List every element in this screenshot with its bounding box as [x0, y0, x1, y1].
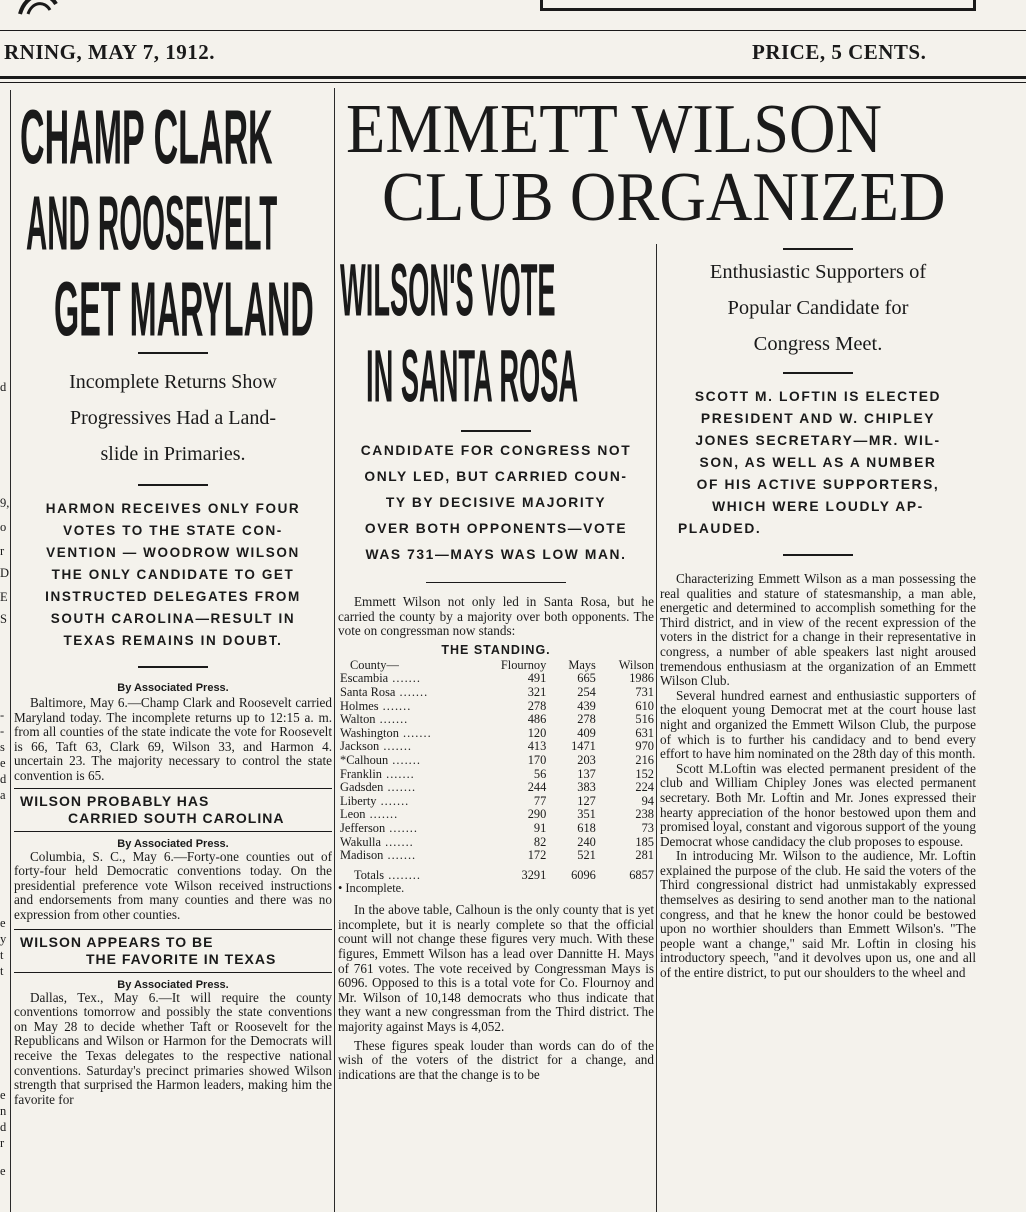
county-cell: Franklin .......: [340, 766, 415, 781]
table-row: [338, 849, 654, 863]
county-cell: Gadsden .......: [340, 780, 417, 795]
county-name: Walton: [340, 712, 376, 727]
paragraph: These figures speak louder than words can do of the wish of the voters of the district for a change, and indications are that the change is to be: [338, 1037, 654, 1082]
subhead-line: Incomplete Returns Show: [69, 371, 277, 393]
paragraph: Emmett Wilson not only led in Santa Rosa, but he carried the county by a majority over both opponents. The vote on congressman now stands:: [338, 594, 654, 639]
flournoy-cell: 244: [527, 780, 547, 795]
column-header: County—: [350, 657, 399, 672]
county-cell: Escambia .......: [340, 671, 421, 686]
fragment: r: [0, 1136, 5, 1150]
fragment: -: [0, 708, 5, 722]
table-row: [338, 713, 654, 727]
table-row: [338, 836, 654, 850]
left-edge-fragments: [0, 88, 10, 1212]
county-name: Leon: [340, 807, 366, 822]
wilson-cell: 731: [635, 684, 654, 699]
county-name: Washington: [340, 725, 399, 740]
deck-line: ONLY LED, BUT CARRIED COUN-: [364, 469, 628, 484]
footnote: • Incomplete.: [338, 881, 405, 896]
paragraph: Several hundred earnest and enthusiastic supporters of the eloquent young Democrat met at the court house last night and organized the Emmett Wilson Club, the purpose of which is to further his candidacy and to bend every effort to have him nominated on the 28th day of this month.: [660, 687, 976, 762]
table-row: [338, 822, 654, 836]
divider: [138, 666, 208, 668]
table-row: [338, 727, 654, 741]
mays-cell: 278: [577, 712, 596, 727]
county-cell: Wakulla .......: [340, 834, 414, 849]
totals-cell: 6096: [571, 867, 596, 882]
byline: By Associated Press.: [117, 978, 229, 991]
wilson-cell: 970: [635, 739, 654, 754]
flournoy-cell: 77: [533, 793, 547, 808]
county-name: Franklin: [340, 766, 382, 781]
masthead-box: [540, 0, 976, 11]
headline-line: EMMETT WILSON: [346, 91, 883, 168]
divider: [426, 582, 566, 583]
wilson-cell: 224: [635, 780, 654, 795]
mays-cell: 618: [577, 820, 596, 835]
table-row: [338, 686, 654, 700]
headline-line: CHAMP CLARK: [20, 95, 273, 181]
paragraph: In the above table, Calhoun is the only county that is yet incomplete, but it is nearly complete so that the official count will not change these figures very much. With these figures, Emmett Wilson has a lead over Dannitte H. Mays of 761 votes. The vote received by Congressman Mays is 6096. Opposed to this is a total vote for Co. Flournoy and Mr. Wilson of 10,148 democrats who thus indicate that they want a new congressman from the Third district. The majority against Mays is 4,052.: [338, 902, 654, 1035]
mays-cell: 203: [577, 752, 596, 767]
county-name: Liberty: [340, 793, 377, 808]
column-header: Flournoy: [500, 657, 547, 672]
head-line: CARRIED SOUTH CAROLINA: [68, 809, 285, 826]
deck-line: INSTRUCTED DELEGATES FROM: [45, 589, 301, 604]
paragraph: In introducing Mr. Wilson to the audience, Mr. Loftin explained the purpose of the club. He said the voters of the Third congressional district had unmistakably expressed themselves as desiring to send another man to the national congress, and that he knew the honor could be bestowed upon no worthier shoulders than Emmett Wilson's. "The people want a change," said Mr. Loftin in closing his introductory speech, "and it devolves upon us, one and all of the entire district, to put our shoulders to the wheel and: [660, 848, 976, 981]
fragment: r: [0, 544, 5, 558]
flournoy-cell: 491: [527, 671, 547, 686]
fragment: e: [0, 1088, 6, 1102]
santa-rosa-body: [338, 903, 654, 1082]
paragraph: Scott M.Loftin was elected permanent president of the club and William Chipley Jones was elected permanent secretary. Both Mr. Loftin and Mr. Jones expressed their hearty appreciation of the honor bestowed upon them and promised loyal, constant and vigorous support of the young Democrat whose candidacy the club proposes to espouse.: [660, 760, 976, 849]
column-rule: [10, 90, 11, 1212]
table-row: [338, 795, 654, 809]
fragment: y: [0, 932, 7, 946]
issue-date: RNING, MAY 7, 1912.: [4, 40, 215, 64]
fragment: d: [0, 772, 7, 786]
fragment: e: [0, 756, 6, 770]
enthusiastic-subhead: [660, 254, 976, 362]
county-cell: Jefferson .......: [340, 820, 418, 835]
byline: By Associated Press.: [117, 837, 229, 850]
section-rule: [14, 788, 332, 789]
paragraph: Characterizing Emmett Wilson as a man possessing the real qualities and stature of statesmanship, a man able, energetic and determined to accomplish something for the Third district, and in view of the recent expression of the voters in the district for a change in their representative in congress, a number of able speakers last night aroused tremendous enthusiasm at the organization of an Emmett Wilson Club.: [660, 571, 976, 689]
flournoy-cell: 413: [527, 739, 547, 754]
table-row: [338, 700, 654, 714]
dateline: [0, 38, 1026, 68]
wilson-cell: 238: [635, 807, 654, 822]
table-row: [338, 768, 654, 782]
subhead-line: Congress Meet.: [753, 333, 883, 355]
fragment: D: [0, 566, 10, 580]
flournoy-cell: 486: [527, 712, 547, 727]
totals-label-text: Totals: [354, 867, 385, 882]
headline-line: AND ROOSEVELT: [26, 181, 278, 267]
county-cell: Liberty .......: [340, 793, 410, 808]
fragment: e: [0, 916, 6, 930]
flournoy-cell: 278: [527, 698, 547, 713]
mays-cell: 240: [577, 834, 596, 849]
clark-subhead: [14, 364, 332, 472]
wilson-cell: 152: [635, 766, 654, 781]
wilson-cell: 185: [635, 834, 654, 849]
subhead-line: Popular Candidate for: [727, 297, 909, 319]
fragment: S: [0, 612, 7, 626]
fragment: e: [0, 1164, 6, 1178]
headline-line: CLUB ORGANIZED: [382, 159, 946, 236]
wilson-cell: 216: [635, 752, 654, 767]
santa-rosa-article: [338, 246, 654, 1212]
mays-cell: 351: [577, 807, 596, 822]
mays-cell: 127: [577, 793, 596, 808]
deck-line: PRESIDENT AND W. CHIPLEY: [700, 411, 936, 426]
divider: [783, 372, 853, 374]
county-name: Madison: [340, 848, 384, 863]
wilson-cell: 73: [641, 820, 654, 835]
county-name: Gadsden: [340, 780, 384, 795]
fragment: d: [0, 1120, 7, 1134]
wilson-cell: 631: [635, 725, 654, 740]
south-carolina-head: [14, 793, 332, 827]
column-rule: [656, 244, 657, 1212]
deck-line: WHICH WERE LOUDLY AP-: [712, 499, 924, 514]
headline-line: GET MARYLAND: [54, 267, 314, 353]
county-cell: Madison .......: [340, 848, 417, 863]
flournoy-cell: 56: [533, 766, 547, 781]
masthead-ornament-icon: [18, 0, 58, 16]
table-row: [338, 781, 654, 795]
deck-line: CANDIDATE FOR CONGRESS NOT: [360, 443, 632, 458]
fragment: o: [0, 520, 7, 534]
fragment: d: [0, 380, 7, 394]
wilson-cell: 94: [641, 793, 654, 808]
mays-cell: 1471: [571, 739, 596, 754]
flournoy-cell: 172: [527, 848, 547, 863]
wilson-cell: 610: [635, 698, 654, 713]
totals-label: Totals ........: [354, 867, 421, 882]
flournoy-cell: 290: [527, 807, 547, 822]
fragment: t: [0, 948, 4, 962]
section-rule: [14, 831, 332, 832]
mays-cell: 383: [577, 780, 596, 795]
mays-cell: 665: [577, 671, 596, 686]
clark-article: [14, 88, 332, 1212]
county-name: Holmes: [340, 698, 379, 713]
county-cell: Holmes .......: [340, 698, 412, 713]
table-row: [338, 672, 654, 686]
mays-cell: 137: [577, 766, 596, 781]
county-name: Jefferson: [340, 820, 386, 835]
flournoy-cell: 91: [533, 820, 547, 835]
section-rule: [14, 972, 332, 973]
wilson-cell: 281: [635, 848, 654, 863]
headline-line: IN SANTA ROSA: [366, 335, 579, 419]
santa-rosa-deck: [338, 438, 654, 568]
totals-row: [338, 863, 654, 883]
mays-cell: 409: [577, 725, 596, 740]
mays-cell: 254: [577, 684, 596, 699]
deck-line: VENTION — WOODROW WILSON: [46, 545, 300, 560]
column-rule: [334, 88, 335, 1212]
deck-line: OF HIS ACTIVE SUPPORTERS,: [696, 477, 940, 492]
flournoy-cell: 120: [527, 725, 547, 740]
county-name: Escambia: [340, 671, 389, 686]
deck-line: JONES SECRETARY—MR. WIL-: [695, 433, 941, 448]
county-cell: Leon .......: [340, 807, 399, 822]
wilson-cell: 516: [635, 712, 654, 727]
enthusiastic-article: [660, 246, 976, 1212]
table-header-row: [338, 659, 654, 673]
mays-cell: 521: [577, 848, 596, 863]
table-row: [338, 740, 654, 754]
fragment: s: [0, 740, 5, 754]
deck-line: HARMON RECEIVES ONLY FOUR: [45, 501, 301, 516]
fragment: t: [0, 964, 4, 978]
santa-rosa-intro: [338, 595, 654, 639]
county-name: Santa Rosa: [340, 684, 396, 699]
subhead-line: slide in Primaries.: [100, 443, 246, 465]
clark-body: [14, 696, 332, 784]
paragraph: Columbia, S. C., May 6.—Forty-one counties out of forty-four held Democratic conventions today. On the presidential preference vote Wilson received instructions and endorsements from many counties and there was no expression from other counties.: [14, 848, 332, 922]
county-cell: *Calhoun .......: [340, 752, 421, 767]
divider: [783, 554, 853, 556]
masthead-rule: [0, 30, 1026, 31]
flournoy-cell: 321: [527, 684, 547, 699]
paragraph: Baltimore, May 6.—Champ Clark and Roosevelt carried Maryland today. The incomplete returns up to 12:15 a. m. from all counties of the state indicate the vote for Roosevelt is 66, Taft 63, Clark 69, Wilson 33, and Harmon 4. uncertain 23. The majority necessary to control the state convention is 65.: [14, 695, 332, 783]
totals-cell: 6857: [629, 867, 654, 882]
headline-line: WILSON'S VOTE: [340, 249, 556, 333]
standing-table: [338, 659, 654, 883]
texas-head: [14, 934, 332, 968]
subhead-line: Progressives Had a Land-: [69, 407, 277, 429]
county-cell: Walton .......: [340, 712, 409, 727]
county-cell: Washington .......: [340, 725, 432, 740]
column-header: Wilson: [618, 657, 654, 672]
fragment: -: [0, 724, 5, 738]
wilson-cell: 1986: [629, 671, 654, 686]
flournoy-cell: 82: [533, 834, 547, 849]
enthusiastic-deck: [660, 386, 976, 540]
dateline-rule-thin: [0, 82, 1026, 83]
county-name: Wakulla: [340, 834, 381, 849]
deck-line: SOUTH CAROLINA—RESULT IN: [50, 611, 296, 626]
divider: [138, 484, 208, 486]
deck-line: VOTES TO THE STATE CON-: [63, 523, 283, 538]
subhead-line: Enthusiastic Supporters of: [709, 261, 927, 283]
deck-line: WAS 731—MAYS WAS LOW MAN.: [365, 547, 627, 562]
flournoy-cell: 170: [527, 752, 547, 767]
divider: [461, 430, 531, 432]
deck-line: TEXAS REMAINS IN DOUBT.: [63, 633, 283, 648]
wilson-club-headline: [338, 88, 1026, 244]
table-title: THE STANDING.: [441, 642, 551, 657]
fragment: n: [0, 1104, 7, 1118]
table-row: [338, 808, 654, 822]
head-line: WILSON PROBABLY HAS: [20, 792, 210, 809]
county-cell: Santa Rosa .......: [340, 684, 429, 699]
head-line: THE FAVORITE IN TEXAS: [86, 950, 277, 967]
deck-line: PLAUDED.: [678, 521, 762, 536]
paragraph: Dallas, Tex., May 6.—It will require the county conventions tomorrow and possibly the state conventions on May 28 to decide whether Taft or Roosevelt for the Republicans and Wilson or Harmon for the Democrats will receive the Texas delegates to the respective national conventions. Saturday's precinct primaries showed Wilson strength that surprised the Harmon leaders, making him the favorite for: [14, 989, 332, 1107]
deck-line: TY BY DECISIVE MAJORITY: [385, 495, 607, 510]
enthusiastic-body: [660, 572, 976, 981]
byline: By Associated Press.: [117, 682, 229, 694]
deck-line: SCOTT M. LOFTIN IS ELECTED: [694, 389, 942, 404]
fragment: a: [0, 788, 6, 802]
county-name: Jackson: [340, 739, 380, 754]
texas-body: [14, 991, 332, 1108]
deck-line: THE ONLY CANDIDATE TO GET: [51, 567, 295, 582]
fragment: E: [0, 590, 8, 604]
county-name: *Calhoun: [340, 752, 389, 767]
clark-deck: [14, 498, 332, 652]
divider: [783, 248, 853, 250]
clark-headline: [14, 88, 332, 352]
issue-price: PRICE, 5 CENTS.: [752, 40, 927, 64]
table-row: [338, 754, 654, 768]
south-carolina-body: [14, 850, 332, 923]
santa-rosa-headline: [338, 246, 654, 430]
dateline-rule: [0, 76, 1026, 79]
fragment: 9,: [0, 496, 10, 510]
column-header: Mays: [568, 657, 596, 672]
section-rule: [14, 929, 332, 930]
county-cell: Jackson .......: [340, 739, 413, 754]
head-line: WILSON APPEARS TO BE: [20, 933, 214, 950]
totals-cell: 3291: [521, 867, 547, 882]
deck-line: SON, AS WELL AS A NUMBER: [699, 455, 937, 470]
mays-cell: 439: [577, 698, 596, 713]
deck-line: OVER BOTH OPPONENTS—VOTE: [364, 521, 628, 536]
